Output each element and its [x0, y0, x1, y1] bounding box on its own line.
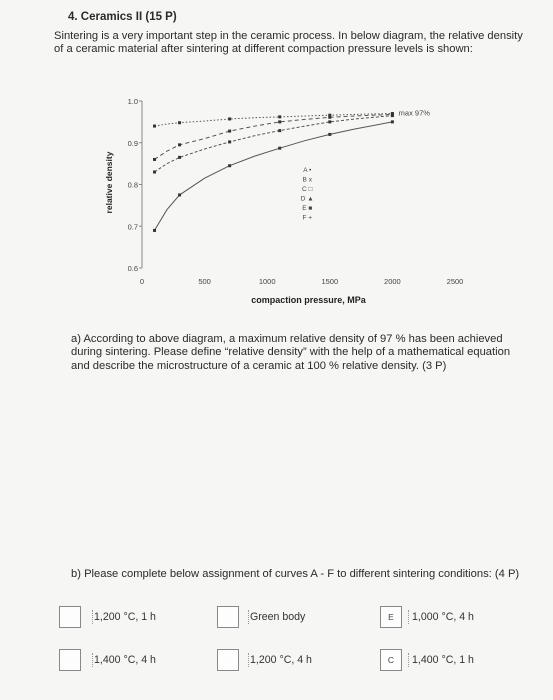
relative-density-chart [0, 0, 553, 320]
legend-entry: B x [302, 176, 312, 184]
divider [408, 653, 409, 667]
question-number: 4. [68, 11, 78, 23]
divider [248, 653, 249, 667]
chart-axes [104, 97, 463, 305]
data-point [153, 125, 156, 128]
x-tick-label: 1500 [321, 277, 339, 286]
part-a-label: a) [71, 333, 81, 345]
x-tick-label: 2000 [384, 277, 401, 286]
curve-series-2 [155, 114, 393, 159]
data-point [278, 147, 281, 150]
data-point [278, 120, 281, 123]
x-tick-label: 1000 [258, 277, 276, 286]
y-tick-label: 0.6 [127, 264, 138, 273]
data-point [328, 133, 331, 136]
curve-series-4 [155, 122, 393, 230]
option-4: 1,400 °C, 4 h [94, 654, 156, 666]
data-point [328, 120, 331, 123]
x-tick-label: 500 [198, 277, 211, 286]
legend-entry: A • [303, 166, 312, 174]
data-point [391, 114, 394, 117]
legend-entry: D ▲ [300, 195, 314, 203]
part-b-label: b) [71, 568, 81, 580]
max-annotation: max 97% [398, 108, 430, 118]
data-point [178, 121, 181, 124]
part-b-text: Please complete below assignment of curves A - F to different sintering conditions: (4 P) [84, 568, 520, 580]
divider [248, 610, 249, 624]
data-point [228, 164, 231, 167]
option-2: Green body [250, 611, 306, 623]
chart-legend [301, 167, 314, 222]
data-point [278, 129, 281, 132]
data-point [228, 130, 231, 133]
part-a [71, 333, 511, 373]
assignment-box-2[interactable] [217, 606, 239, 628]
data-point [153, 158, 156, 161]
divider [92, 610, 93, 624]
divider [92, 653, 93, 667]
assignment-box-1[interactable] [59, 606, 81, 628]
divider [408, 610, 409, 624]
x-axis-label: compaction pressure, MPa [251, 295, 366, 305]
curve-series-1 [155, 114, 393, 127]
data-point [178, 143, 181, 146]
x-tick-label: 0 [139, 277, 145, 286]
assignment-box-6[interactable]: C [380, 649, 402, 671]
y-tick-label: 0.8 [127, 180, 138, 190]
data-point [228, 140, 231, 143]
assignment-box-4[interactable] [59, 649, 81, 671]
data-point [328, 116, 331, 119]
option-5: 1,200 °C, 4 h [250, 654, 312, 666]
chart-curves [153, 109, 430, 232]
legend-entry: F + [302, 214, 313, 222]
data-point [391, 120, 394, 123]
data-point [178, 156, 181, 159]
y-tick-label: 0.7 [127, 222, 138, 232]
legend-entry: E ■ [302, 204, 313, 212]
data-point [178, 193, 181, 196]
option-3: 1,000 °C, 4 h [412, 611, 474, 623]
assignment-box-5[interactable] [217, 649, 239, 671]
x-tick-label: 2500 [446, 277, 464, 286]
question-heading: Ceramics II (15 P) [80, 11, 177, 23]
part-b [71, 568, 521, 581]
option-6: 1,400 °C, 1 h [412, 654, 474, 666]
y-tick-label: 0.9 [127, 138, 138, 148]
curve-series-3 [155, 116, 393, 172]
part-a-text: According to above diagram, a maximum relative density of 97 % has been achieved during sintering. Please define “relative density” with the help of a mathematical equation and describe the microstructure of a ceramic at 100 % relative density. (3 P) [71, 333, 511, 372]
data-point [228, 117, 231, 120]
data-point [153, 170, 156, 173]
y-tick-label: 1.0 [127, 97, 138, 106]
legend-entry: C □ [302, 185, 313, 193]
data-point [278, 115, 281, 118]
assignment-box-3[interactable]: E [380, 606, 402, 628]
question-intro: Sintering is a very important step in the ceramic process. In below diagram, the relative density of a ceramic material after sintering at different compaction pressure levels is shown: [54, 30, 523, 55]
y-axis-label: relative density [104, 151, 114, 214]
option-1: 1,200 °C, 1 h [94, 611, 156, 623]
data-point [153, 229, 156, 232]
